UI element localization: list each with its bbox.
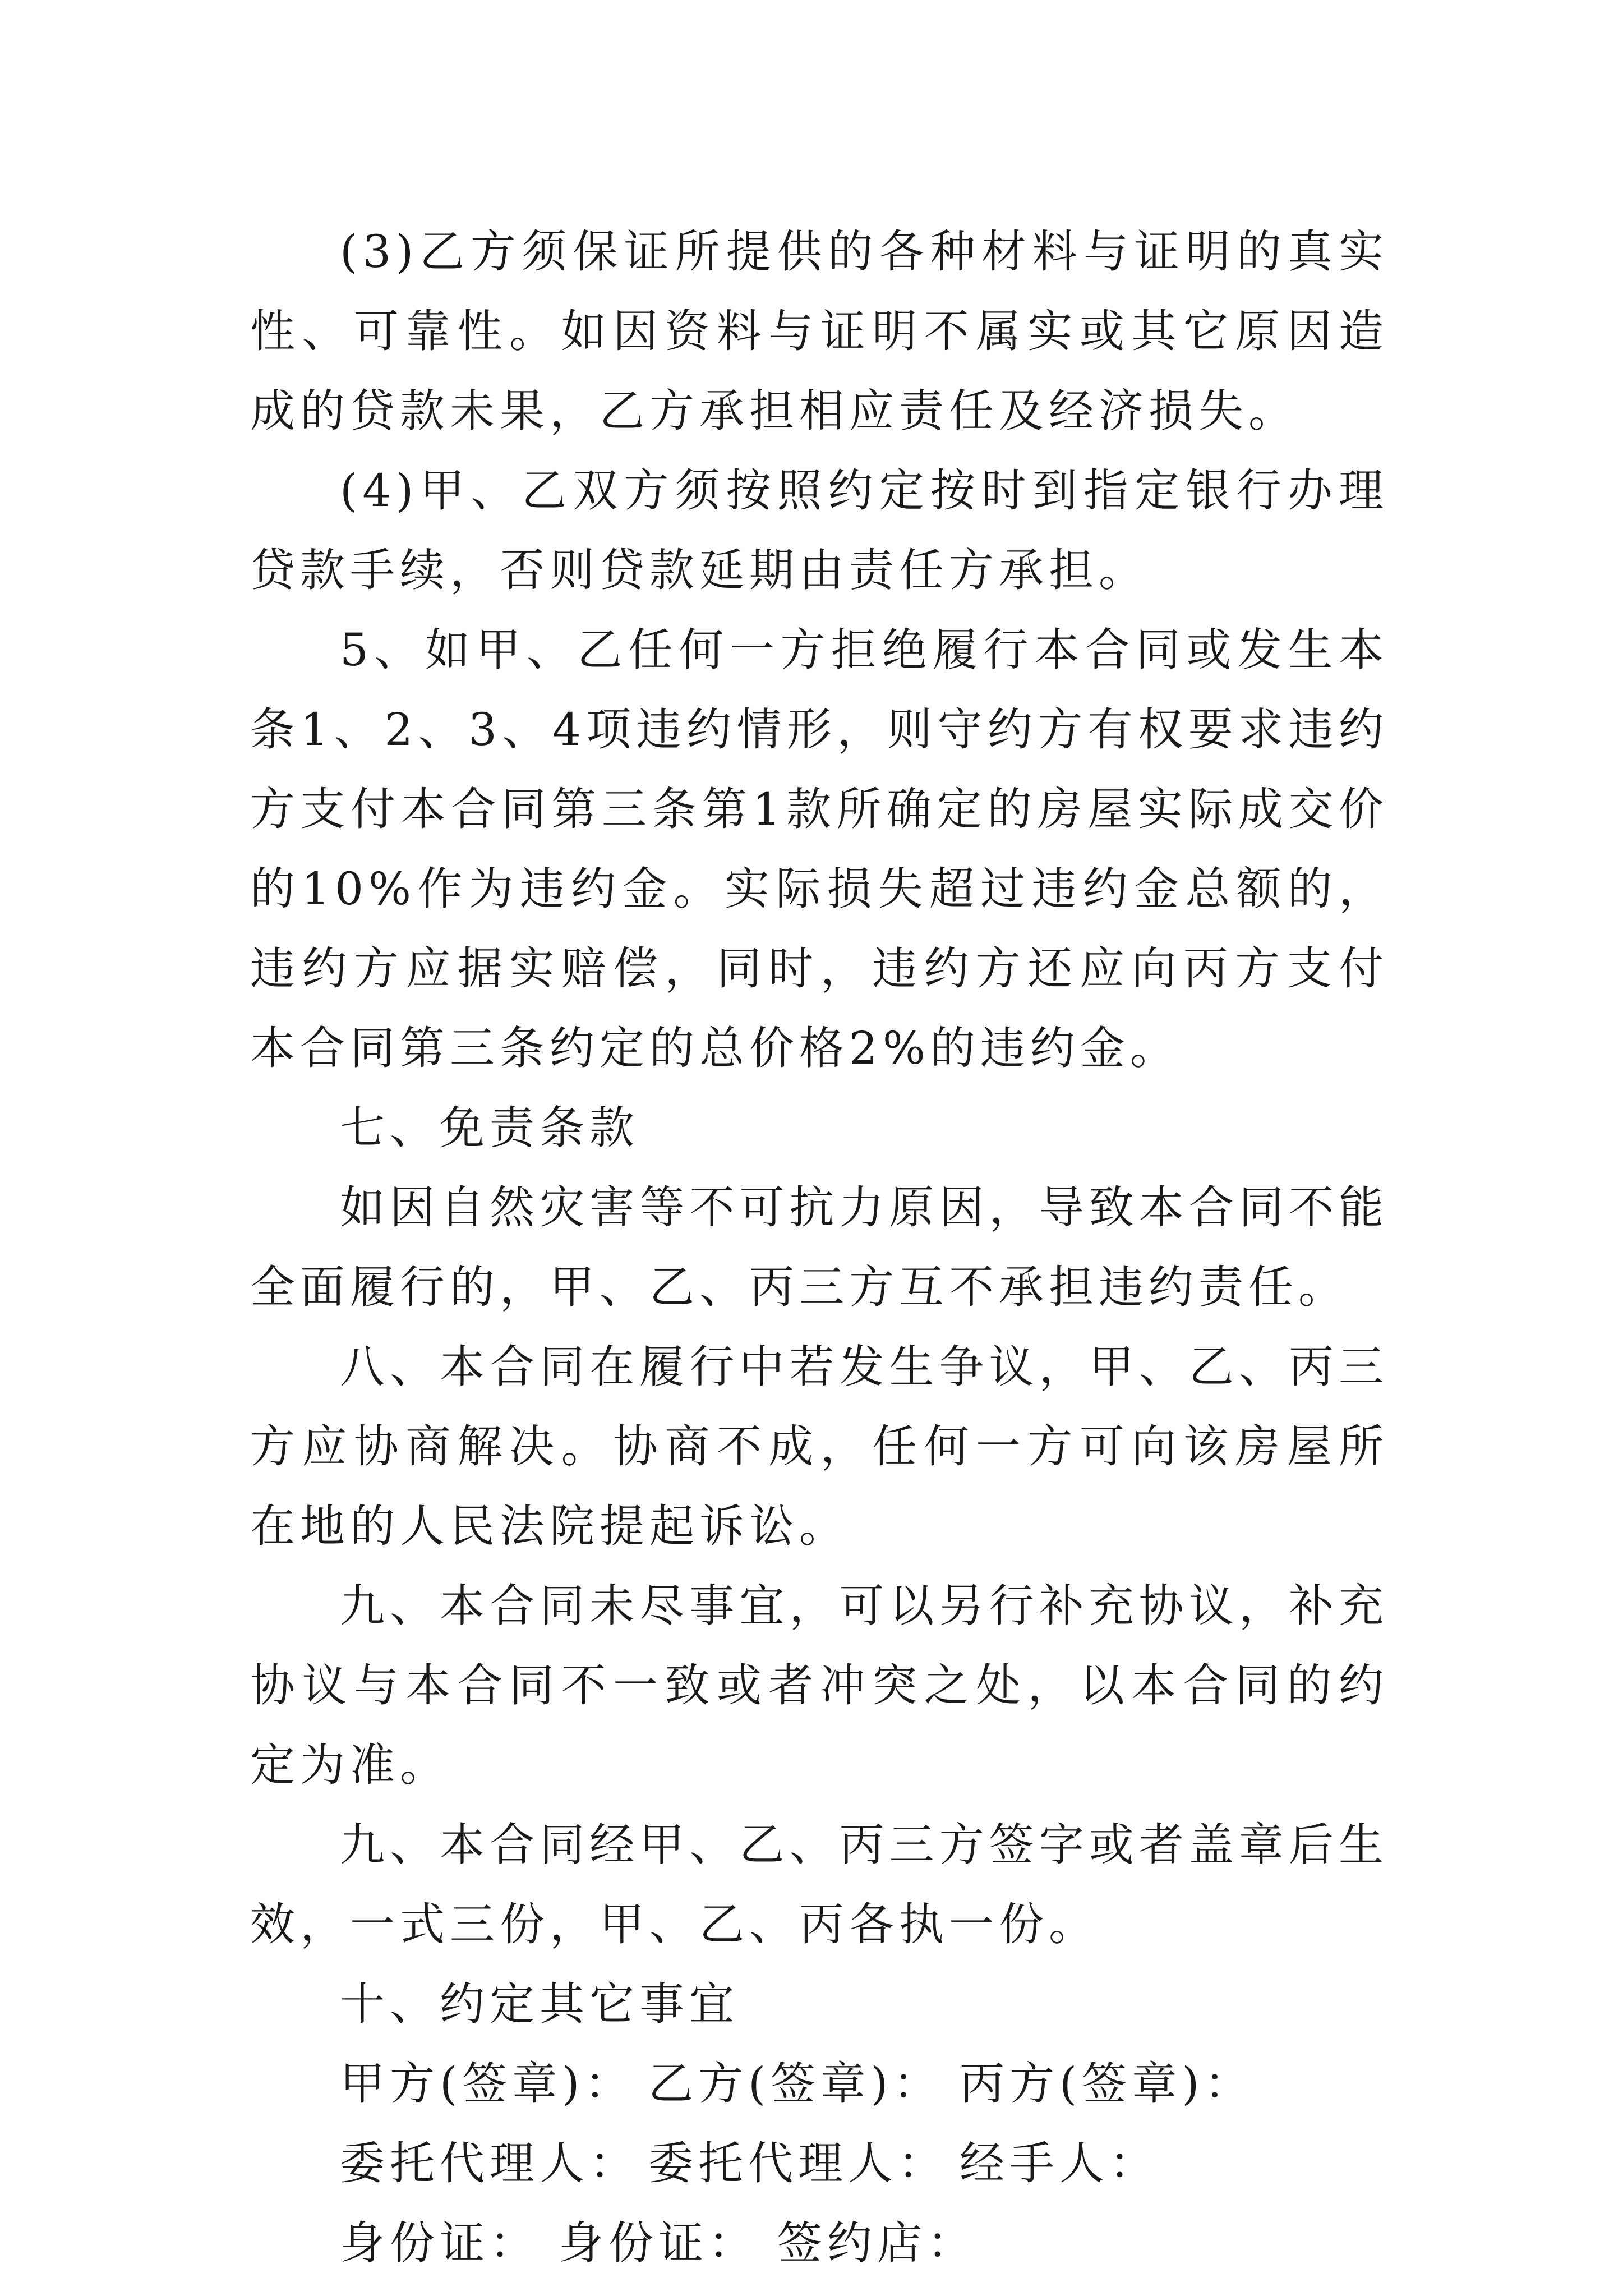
party-a-agent-label: 委托代理人： bbox=[340, 2137, 639, 2189]
clause-3-paragraph: (3)乙方须保证所提供的各种材料与证明的真实性、可靠性。如因资料与证明不属实或其它原因造成的贷款未果，乙方承担相应责任及经济损失。 bbox=[250, 226, 1389, 437]
section-7-paragraph: 如因自然灾害等不可抗力原因，导致本合同不能全面履行的，甲、乙、丙三方互不承担违约责任。 bbox=[250, 1181, 1389, 1313]
signature-row-seal bbox=[250, 2044, 1389, 2124]
signature-row-agent bbox=[250, 2124, 1389, 2203]
clause-5-paragraph: 5、如甲、乙任何一方拒绝履行本合同或发生本条1、2、3、4项违约情形，则守约方有权要求违约方支付本合同第三条第1款所确定的房屋实际成交价的10%作为违约金。实际损失超过违约金总额的，违约方应据实赔偿，同时，违约方还应向丙方支付本合同第三条约定的总价格2%的违约金。 bbox=[250, 624, 1389, 1074]
party-b-id-label: 身份证： bbox=[559, 2217, 758, 2269]
party-a-id-label: 身份证： bbox=[340, 2217, 540, 2269]
party-b-agent-label: 委托代理人： bbox=[648, 2137, 948, 2189]
section-8-paragraph: 八、本合同在履行中若发生争议，甲、乙、丙三方应协商解决。协商不成，任何一方可向该房屋所在地的人民法院提起诉讼。 bbox=[250, 1341, 1389, 1552]
signing-store-label: 签约店： bbox=[777, 2217, 977, 2269]
signature-row-id bbox=[250, 2203, 1389, 2283]
document-body bbox=[250, 212, 1389, 2283]
section-9-paragraph: 九、本合同未尽事宜，可以另行补充协议，补充协议与本合同不一致或者冲突之处，以本合同的约定为准。 bbox=[250, 1580, 1389, 1791]
section-10-heading: 十、约定其它事宜 bbox=[340, 1978, 739, 2030]
section-9b-paragraph: 九、本合同经甲、乙、丙三方签字或者盖章后生效，一式三份，甲、乙、丙各执一份。 bbox=[250, 1819, 1389, 1950]
clause-4-paragraph: (4)甲、乙双方须按照约定按时到指定银行办理贷款手续，否则贷款延期由责任方承担。 bbox=[250, 464, 1389, 596]
party-c-seal-label: 丙方(签章)： bbox=[960, 2058, 1255, 2110]
section-7-heading: 七、免责条款 bbox=[340, 1102, 639, 1154]
party-b-seal-label: 乙方(签章)： bbox=[648, 2058, 943, 2110]
handler-label: 经手人： bbox=[960, 2137, 1159, 2189]
party-a-seal-label: 甲方(签章)： bbox=[340, 2058, 635, 2110]
